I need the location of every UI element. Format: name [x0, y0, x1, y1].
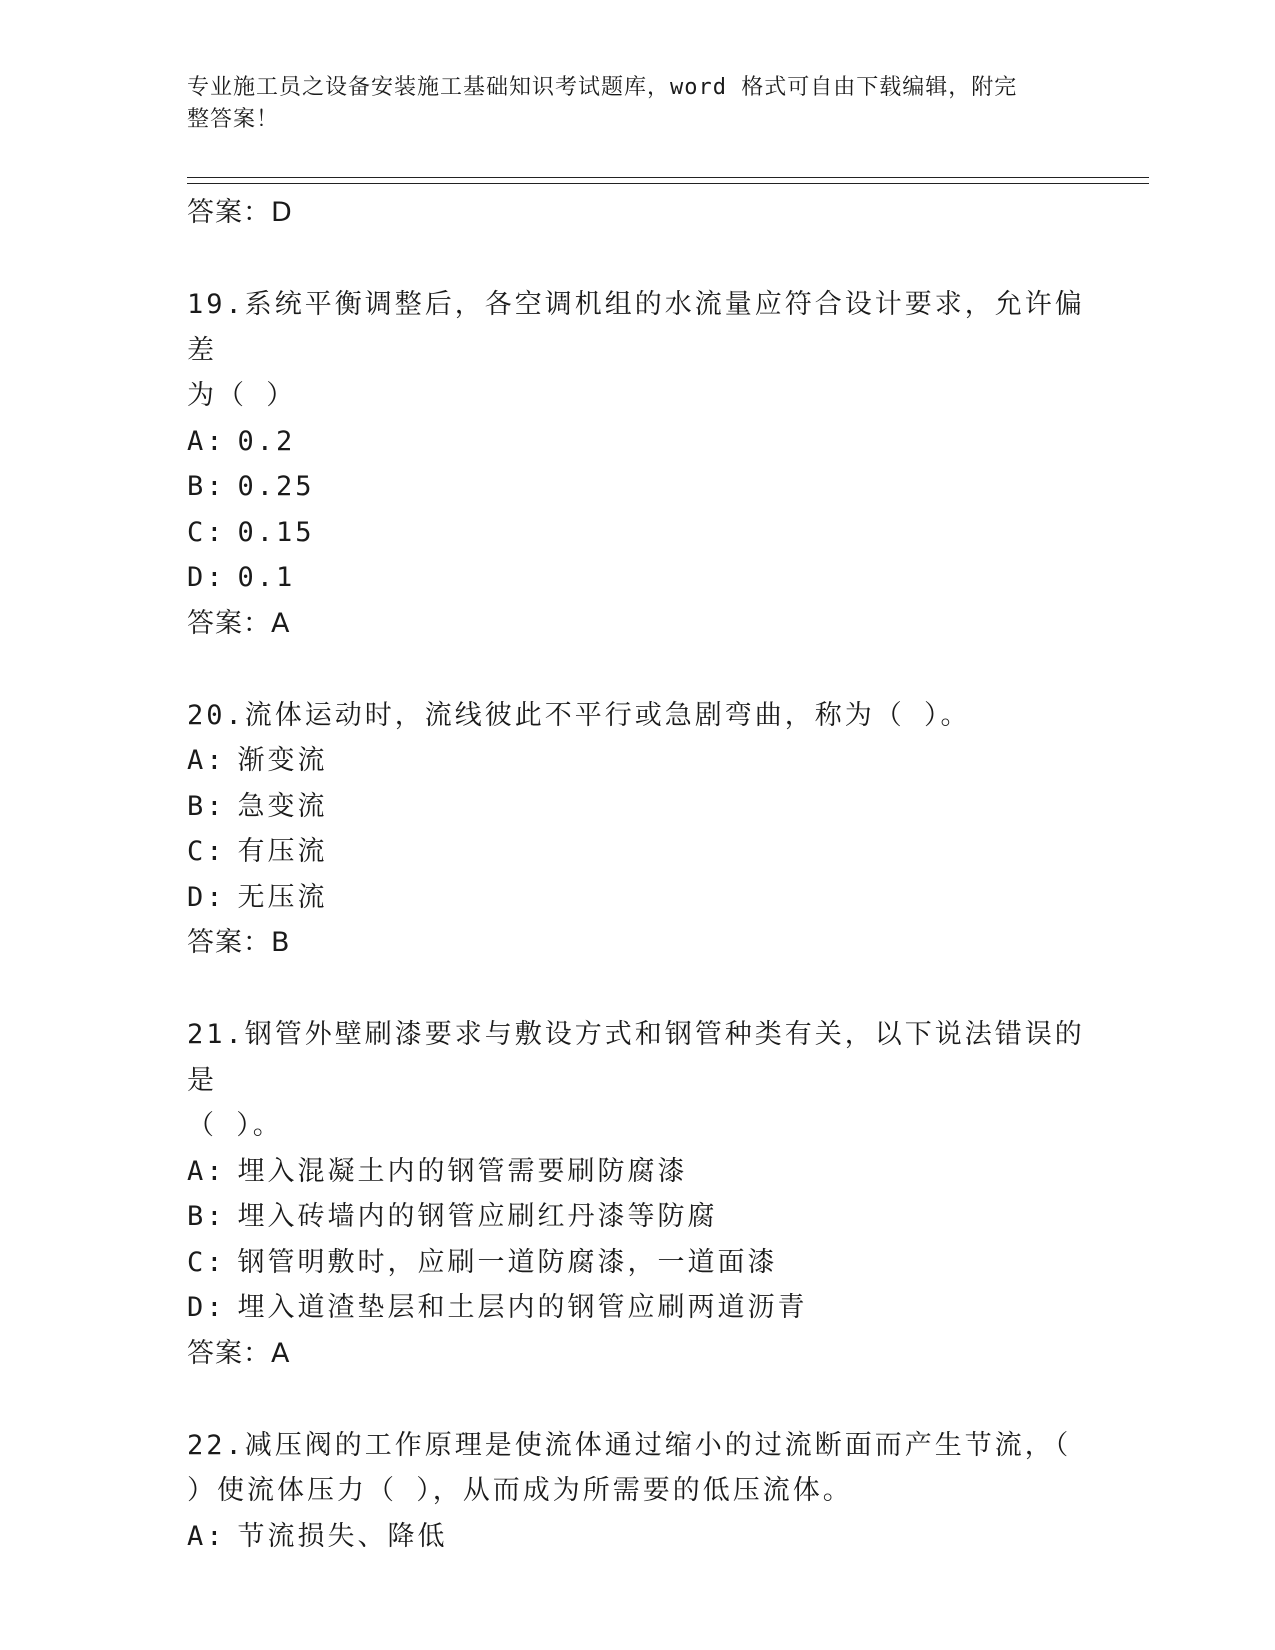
option-key: A: — [187, 1155, 226, 1187]
option-key: A: — [187, 1520, 226, 1552]
option-d — [187, 555, 1087, 601]
option-value: 0.25 — [237, 471, 315, 502]
question-line-1: 系统平衡调整后，各空调机组的水流量应符合设计要求，允许偏差 — [187, 289, 1085, 366]
header-line-2: 整答案！ — [187, 107, 280, 132]
question-text — [187, 282, 1087, 373]
option-value: 0.15 — [237, 516, 315, 548]
question-line-1: 钢管外壁刷漆要求与敷设方式和钢管种类有关，以下说法错误的是 — [187, 1019, 1085, 1096]
question-21 — [187, 1012, 1087, 1377]
option-key: B: — [187, 1201, 226, 1232]
option-d — [187, 1285, 1087, 1331]
option-c — [187, 829, 1087, 875]
question-line-1: 减压阀的工作原理是使流体通过缩小的过流断面而产生节流，（ — [244, 1429, 1072, 1461]
option-b — [187, 464, 1087, 510]
question-number: 21. — [187, 1019, 245, 1050]
answer-line: 答案：A — [187, 607, 291, 639]
question-line-2: （ ）。 — [187, 1110, 283, 1141]
question-19 — [187, 282, 1087, 647]
option-d — [187, 875, 1087, 921]
question-line-1: 流体运动时，流线彼此不平行或急剧弯曲，称为（ ）。 — [244, 699, 971, 731]
option-value: 0.2 — [237, 425, 296, 457]
header-line-1: 专业施工员之设备安装施工基础知识考试题库，word 格式可自由下载编辑，附完 — [187, 75, 1018, 100]
option-a — [187, 1149, 1087, 1195]
option-c — [187, 510, 1087, 556]
question-number: 19. — [187, 289, 245, 320]
option-value: 节流损失、降低 — [237, 1520, 448, 1552]
question-line-2: ）使流体压力（ ），从而成为所需要的低压流体。 — [187, 1475, 853, 1506]
question-number: 22. — [187, 1429, 245, 1461]
option-key: D: — [187, 1292, 226, 1323]
option-value: 0.1 — [237, 562, 296, 593]
option-a — [187, 419, 1087, 465]
option-value: 无压流 — [237, 881, 328, 913]
option-key: B: — [187, 790, 226, 822]
question-22 — [187, 1423, 1087, 1560]
option-key: A: — [187, 425, 226, 457]
header-divider-top — [187, 177, 1149, 178]
option-b — [187, 1194, 1087, 1240]
option-value: 有压流 — [237, 836, 328, 867]
question-number: 20. — [187, 699, 245, 731]
option-value: 埋入道渣垫层和土层内的钢管应刷两道沥青 — [237, 1292, 808, 1323]
question-list — [187, 190, 1087, 1559]
option-key: B: — [187, 471, 226, 502]
option-value: 埋入混凝土内的钢管需要刷防腐漆 — [237, 1155, 688, 1187]
header-divider-bottom — [187, 183, 1149, 184]
option-key: A: — [187, 745, 226, 776]
option-value: 急变流 — [237, 790, 328, 822]
option-key: C: — [187, 836, 226, 867]
question-20 — [187, 693, 1087, 967]
option-value: 渐变流 — [237, 745, 328, 776]
option-value: 钢管明敷时，应刷一道防腐漆，一道面漆 — [237, 1246, 778, 1278]
option-b — [187, 784, 1087, 830]
question-text — [187, 693, 1087, 739]
question-text — [187, 1012, 1087, 1103]
question-line-2: 为（ ） — [187, 380, 297, 411]
answer-line: 答案：A — [187, 1337, 291, 1369]
option-c — [187, 1240, 1087, 1286]
option-key: C: — [187, 1246, 226, 1278]
option-key: D: — [187, 881, 226, 913]
document-header — [187, 72, 1087, 136]
question-text — [187, 1423, 1087, 1469]
option-a — [187, 738, 1087, 784]
answer-line: 答案：B — [187, 927, 291, 958]
answer-line: 答案：D — [187, 197, 293, 228]
option-value: 埋入砖墙内的钢管应刷红丹漆等防腐 — [237, 1201, 718, 1232]
option-key: C: — [187, 516, 226, 548]
option-a — [187, 1514, 1087, 1560]
option-key: D: — [187, 562, 226, 593]
